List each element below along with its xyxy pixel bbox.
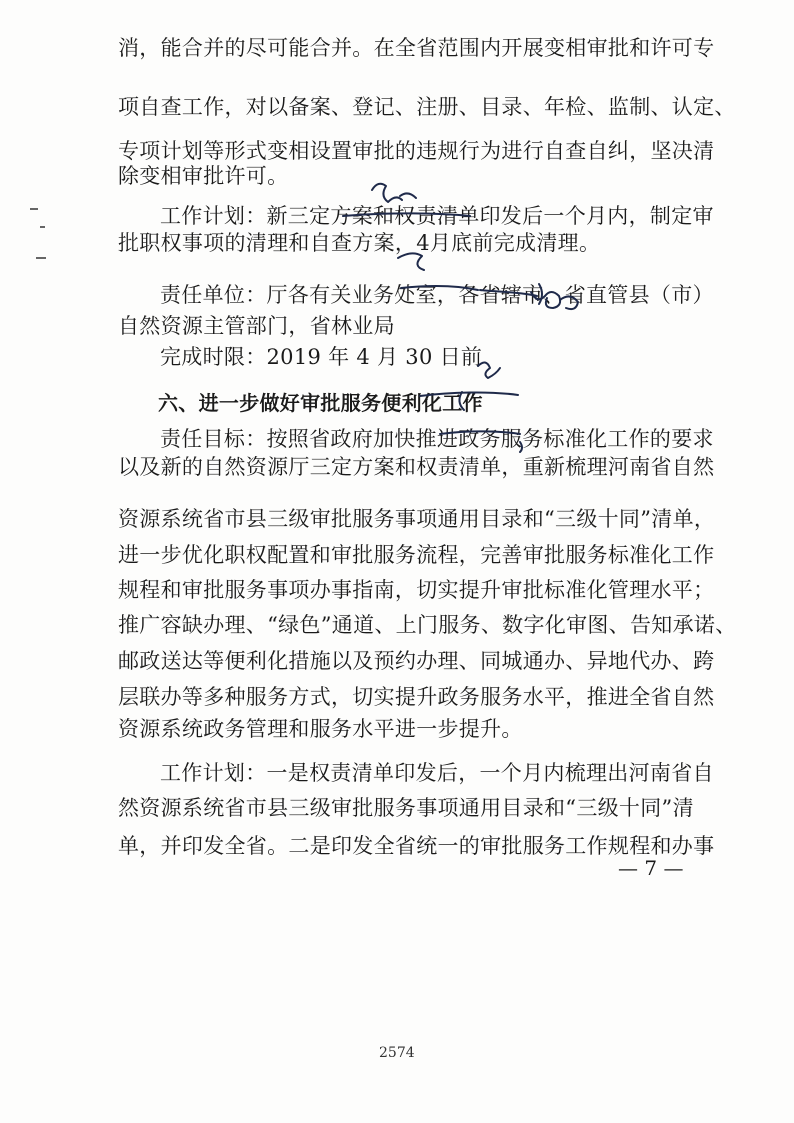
text-line-20: 工作计划：一是权责清单印发后，一个月内梳理出河南省自 [160,761,714,785]
text-line-6: 批职权事项的清理和自查方案，4月底前完成清理。 [118,231,601,255]
text-line-22: 单，并印发全省。二是印发全省统一的审批服务工作规程和办事 [118,834,715,858]
text-line-2: 项自查工作，对以备案、登记、注册、目录、年检、监制、认定、 [118,95,736,119]
text-line-11: 责任目标：按照省政府加快推进政务服务标准化工作的要求 [160,427,714,451]
text-line-16: 推广容缺办理、“绿色”通道、上门服务、数字化审图、告知承诺、 [118,613,737,637]
text-line-7: 责任单位：厅各有关业务处室，各省辖市、省直管县（市） [160,283,714,307]
text-line-1: 消，能合并的尽可能合并。在全省范围内开展变相审批和许可专 [118,36,715,60]
scan-speck [40,226,45,228]
page-number: — 7 — [618,856,684,880]
footer-number: 2574 [379,1045,415,1061]
handwritten-mark [372,184,402,202]
text-line-8: 自然资源主管部门，省林业局 [118,314,395,338]
text-line-9: 完成时限：2019 年 4 月 30 日前 [160,345,483,369]
text-line-17: 邮政送达等便利化措施以及预约办理、同城通办、异地代办、跨 [118,649,715,673]
text-line-3: 专项计划等形式变相设置审批的违规行为进行自查自纠，坚决清 [118,139,715,163]
text-line-12: 以及新的自然资源厅三定方案和权责清单，重新梳理河南省自然 [118,455,715,479]
text-line-21: 然资源系统省市县三级审批服务事项通用目录和“三级十同”清 [118,796,694,820]
text-line-13: 资源系统省市县三级审批服务事项通用目录和“三级十同”清单， [118,507,716,531]
text-line-19: 资源系统政务管理和服务水平进一步提升。 [118,717,523,741]
section-heading: 六、进一步做好审批服务便利化工作 [158,391,483,415]
text-line-4: 除变相审批许可。 [118,164,289,188]
scan-speck [30,208,38,210]
scan-speck [36,257,46,259]
text-line-14: 进一步优化职权配置和审批服务流程，完善审批服务标准化工作 [118,543,715,567]
text-line-5: 工作计划：新三定方案和权责清单印发后一个月内，制定审 [160,204,714,228]
handwritten-mark [400,193,416,198]
text-line-18: 层联办等多种服务方式，切实提升政务服务水平，推进全省自然 [118,685,715,709]
text-line-15: 规程和审批服务事项办事指南，切实提升审批标准化管理水平； [118,578,715,602]
